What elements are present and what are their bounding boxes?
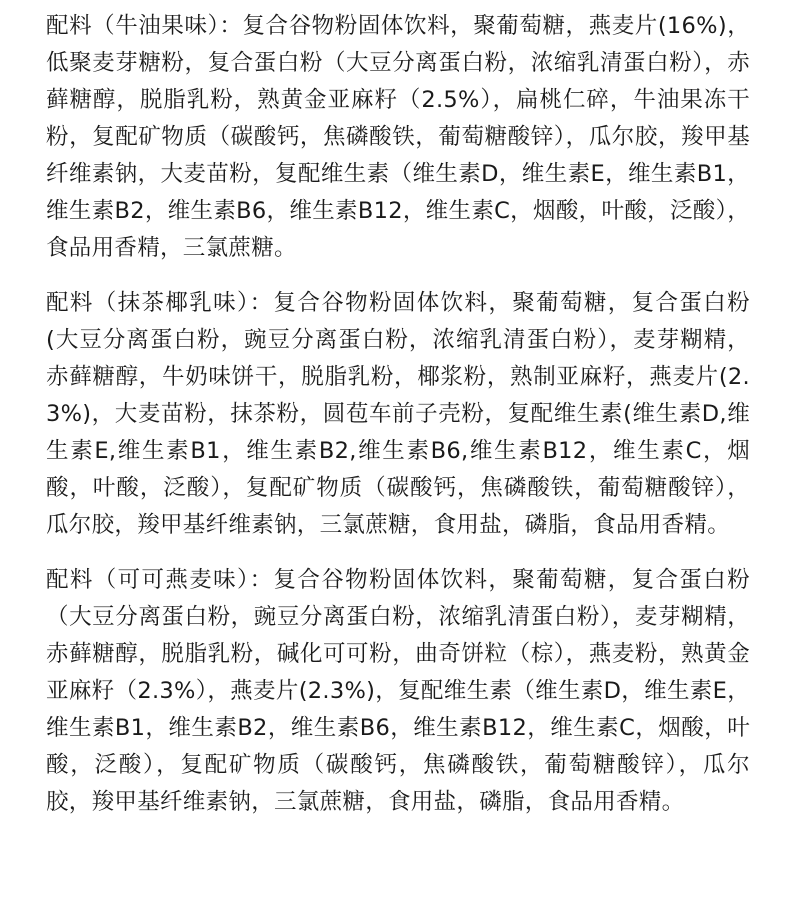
ingredients-matcha-coconut-flavor: 配料（抹茶椰乳味）：复合谷物粉固体饮料，聚葡萄糖，复合蛋白粉(大豆分离蛋白粉，豌豆分离蛋白粉，浓缩乳清蛋白粉），麦芽糊精，赤藓糖醇，牛奶味饼干，脱脂乳粉，椰浆粉，熟制亚麻籽，燕麦片(2.3%)，大麦苗粉，抹茶粉，圆苞车前子壳粉，复配维生素(维生素D,维生素E,维生素B1，维生素B2,维生素B6,维生素B12，维生素C，烟酸，叶酸，泛酸），复配矿物质（碳酸钙，焦磷酸铁，葡萄糖酸锌），瓜尔胶，羧甲基纤维素钠，三氯蔗糖，食用盐，磷脂，食品用香精。 bbox=[46, 290, 750, 538]
ingredients-cocoa-oat-flavor: 配料（可可燕麦味）：复合谷物粉固体饮料，聚葡萄糖，复合蛋白粉（大豆分离蛋白粉，豌豆分离蛋白粉，浓缩乳清蛋白粉），麦芽糊精，赤藓糖醇，脱脂乳粉，碱化可可粉，曲奇饼粒（棕），燕麦粉，熟黄金亚麻籽（2.3%），燕麦片(2.3%)，复配维生素（维生素D，维生素E，维生素B1，维生素B2，维生素B6，维生素B12，维生素C，烟酸，叶酸，泛酸），复配矿物质（碳酸钙，焦磷酸铁，葡萄糖酸锌），瓜尔胶，羧甲基纤维素钠，三氯蔗糖，食用盐，磷脂，食品用香精。 bbox=[46, 567, 750, 815]
ingredients-avocado-flavor: 配料（牛油果味）：复合谷物粉固体饮料，聚葡萄糖，燕麦片(16%)，低聚麦芽糖粉，复合蛋白粉（大豆分离蛋白粉，浓缩乳清蛋白粉），赤藓糖醇，脱脂乳粉，熟黄金亚麻籽（2.5%），扁桃仁碎，牛油果冻干粉，复配矿物质（碳酸钙，焦磷酸铁，葡萄糖酸锌），瓜尔胶，羧甲基纤维素钠，大麦苗粉，复配维生素（维生素D，维生素E，维生素B1，维生素B2，维生素B6，维生素B12，维生素C，烟酸，叶酸，泛酸），食品用香精，三氯蔗糖。 bbox=[46, 13, 750, 261]
